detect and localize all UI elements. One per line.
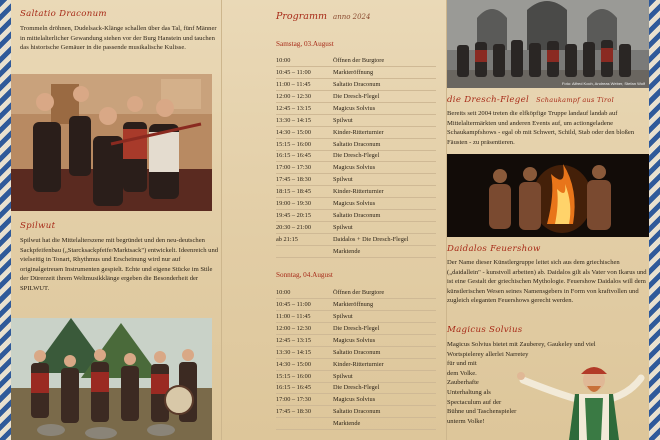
schedule-row — [276, 359, 436, 371]
schedule-row — [276, 222, 436, 234]
schedule-row — [276, 210, 436, 222]
time: 16:15 – 16:45 — [276, 152, 311, 160]
right-border-stripe — [649, 0, 660, 440]
schedule-row — [276, 418, 436, 430]
act: Magicus Solvius — [333, 104, 376, 112]
magicus-line: für und mit — [447, 360, 477, 368]
saltatio-text: Trommeln dröhnen, Dudelsack-Klänge schallen über das Tal, fünf Männer in mittelalterlicher Gewandung stehen vor der Burg Hanstein und tauchen das historische Gemäuer in die passende musikalische Kulisse. — [20, 25, 217, 52]
act: Saltatio Draconum — [333, 348, 381, 356]
left-border-stripe — [0, 0, 11, 440]
time: 19:45 – 20:15 — [276, 212, 311, 220]
schedule-row — [276, 67, 436, 79]
act: Magicus Solvius — [333, 396, 376, 404]
time: 12:45 – 13:15 — [276, 336, 311, 344]
act: Marktende — [333, 247, 361, 255]
schedule-row — [276, 91, 436, 103]
act: Die Dresch-Flegel — [333, 384, 380, 392]
time: 15:15 – 16:00 — [276, 140, 311, 148]
act: Spilwut — [333, 116, 353, 124]
act: Die Dresch-Flegel — [333, 324, 380, 332]
time: 20:30 – 21:00 — [276, 224, 311, 232]
schedule-row — [276, 406, 436, 418]
daidalos-heading: Daidalos Feuershow — [447, 244, 541, 254]
daidalos-text: Der Name dieser Künstlergruppe leitet sich aus dem griechischen („daidallein" - kunstvoll arbeiten) ab. Daidalos gilt als Vater von Ikarus und ist eine Gestalt der griechischen Mythologie. Feuershow Daidalos will dem künstlerischen Wesen seines Namensgebers in Form von kraftvollen und zugleich eleganten Feuershows gerecht werden. — [447, 259, 647, 305]
schedule-row — [276, 174, 436, 186]
castle-group-photo — [447, 0, 649, 88]
schedule-row — [276, 347, 436, 359]
magicus-line: dem Volke. — [447, 369, 477, 377]
schedule-row — [276, 299, 436, 311]
magicus-line: Bühne und Taschenspieler — [447, 408, 517, 416]
saltatio-band-photo — [11, 74, 212, 211]
act: Daidalos + Die Dresch-Flegel — [333, 236, 409, 244]
day-sunday-label: Sonntag, 04.August — [276, 271, 333, 279]
time: 14:30 – 15:00 — [276, 360, 311, 368]
act: Kinder-Ritterturnier — [333, 188, 384, 196]
time: 10:00 — [276, 288, 291, 296]
magicus-line: Wortspielerey allerlei Narretey — [447, 350, 529, 358]
time: 17:45 – 18:30 — [276, 408, 311, 416]
act: Öffnen der Burgtore — [333, 56, 385, 64]
photo-credit: Foto: Alfred Koch, Andreas Weber, Stefan Wolf — [561, 81, 645, 86]
act: Markteröffnung — [333, 68, 374, 76]
act: Spilwut — [333, 176, 353, 184]
time: 17:00 – 17:30 — [276, 396, 311, 404]
act: Magicus Solvius — [333, 164, 376, 172]
right-panel — [447, 0, 649, 440]
dreschflegel-subtitle: Schaukampf aus Tirol — [536, 96, 615, 104]
schedule-row — [276, 383, 436, 395]
schedule-row — [276, 79, 436, 91]
act: Magicus Solvius — [333, 200, 376, 208]
programme-title — [276, 11, 370, 22]
schedule-row — [276, 371, 436, 383]
schedule-row — [276, 335, 436, 347]
fireshow-photo — [447, 154, 649, 237]
act: Die Dresch-Flegel — [333, 92, 380, 100]
spilwut-text: Spilwut hat die Mittelalterszene mit begründet und den neu-deutschen Sackpfeifenbau („Starcksackpfeife/Marktsack") entwickelt. Ideenreich und vielseitig in Tonart, Rhythmus und Erscheinung wird nur auf originalgetreuen Instrumenten gespielt. Echte und eigene Stücke im Stile der Dürerzeit ihrem Weltmusikklänge ergeben die Besonderheit der SPILWUT. — [20, 237, 219, 292]
schedule-row — [276, 115, 436, 127]
time: 15:15 – 16:00 — [276, 372, 311, 380]
act: Die Dresch-Flegel — [333, 152, 380, 160]
programme-year: anno 2024 — [333, 13, 371, 21]
schedule-row — [276, 394, 436, 406]
act: Magicus Solvius — [333, 336, 376, 344]
time: ab 21:15 — [276, 236, 298, 244]
time: 12:00 – 12:30 — [276, 92, 311, 100]
schedule-row — [276, 151, 436, 163]
act: Öffnen der Burgtore — [333, 288, 385, 296]
act: Saltatio Draconum — [333, 408, 381, 416]
programme-heading: Programm — [276, 11, 327, 22]
time: 14:30 – 15:00 — [276, 128, 311, 136]
schedule-row — [276, 287, 436, 299]
magicus-line: Zauberhafte — [447, 379, 479, 387]
schedule-row — [276, 127, 436, 139]
act: Saltatio Draconum — [333, 140, 381, 148]
time: 10:00 — [276, 56, 291, 64]
dreschflegel-title: die Dresch-Flegel — [447, 95, 530, 105]
time: 18:15 – 18:45 — [276, 188, 311, 196]
schedule-row — [276, 311, 436, 323]
time: 17:45 – 18:30 — [276, 176, 311, 184]
magicus-heading: Magicus Solvius — [447, 325, 523, 335]
act: Kinder-Ritterturnier — [333, 128, 384, 136]
left-panel — [11, 0, 221, 440]
spilwut-heading: Spilwut — [20, 221, 56, 231]
act: Saltatio Draconum — [333, 212, 381, 220]
time: 11:00 – 11:45 — [276, 80, 311, 88]
schedule-row — [276, 139, 436, 151]
magicus-line: Magicus Solvius bietet mit Zauberey, Gaukeley und viel — [447, 341, 596, 348]
act: Saltatio Draconum — [333, 80, 381, 88]
act: Spilwut — [333, 224, 353, 232]
magicus-line: unterm Volke! — [447, 417, 485, 425]
magician-photo — [513, 358, 649, 440]
schedule-row — [276, 198, 436, 210]
time: 13:30 – 14:15 — [276, 348, 311, 356]
saltatio-heading: Saltatio Draconum — [20, 9, 107, 19]
schedule-row — [276, 323, 436, 335]
day-saturday-label: Samstag, 03.August — [276, 40, 334, 48]
schedule-sunday — [276, 287, 436, 430]
magicus-line: Unterhaltung als — [447, 388, 491, 396]
time: 19:00 – 19:30 — [276, 200, 311, 208]
dreschflegel-heading — [447, 95, 614, 105]
act: Kinder-Ritterturnier — [333, 360, 384, 368]
schedule-row — [276, 234, 436, 246]
magicus-line: Spectaculum auf der — [447, 398, 502, 406]
schedule-row — [276, 186, 436, 198]
schedule-saturday — [276, 55, 436, 258]
schedule-row — [276, 246, 436, 258]
programme-panel — [221, 0, 447, 440]
time: 11:00 – 11:45 — [276, 312, 311, 320]
dreschflegel-text: Bereits seit 2004 treten die elfköpfige Truppe landauf landab auf Mittelaltermärkten und anderen Events auf, um actiongeladene Schaukampfshows - egal ob mit Schwert, Schild, Stab oder den bloßen Fäusten - zu präsentieren. — [447, 110, 635, 146]
time: 12:45 – 13:15 — [276, 104, 311, 112]
schedule-row — [276, 55, 436, 67]
spilwut-band-photo — [11, 318, 212, 440]
time: 12:00 – 12:30 — [276, 324, 311, 332]
time: 16:15 – 16:45 — [276, 384, 311, 392]
time: 17:00 – 17:30 — [276, 164, 311, 172]
time: 10:45 – 11:00 — [276, 68, 311, 76]
time: 10:45 – 11:00 — [276, 300, 311, 308]
schedule-row — [276, 103, 436, 115]
act: Spilwut — [333, 372, 353, 380]
act: Markteröffnung — [333, 300, 374, 308]
time: 13:30 – 14:15 — [276, 116, 311, 124]
schedule-row — [276, 162, 436, 174]
act: Spilwut — [333, 312, 353, 320]
act: Marktende — [333, 420, 361, 428]
